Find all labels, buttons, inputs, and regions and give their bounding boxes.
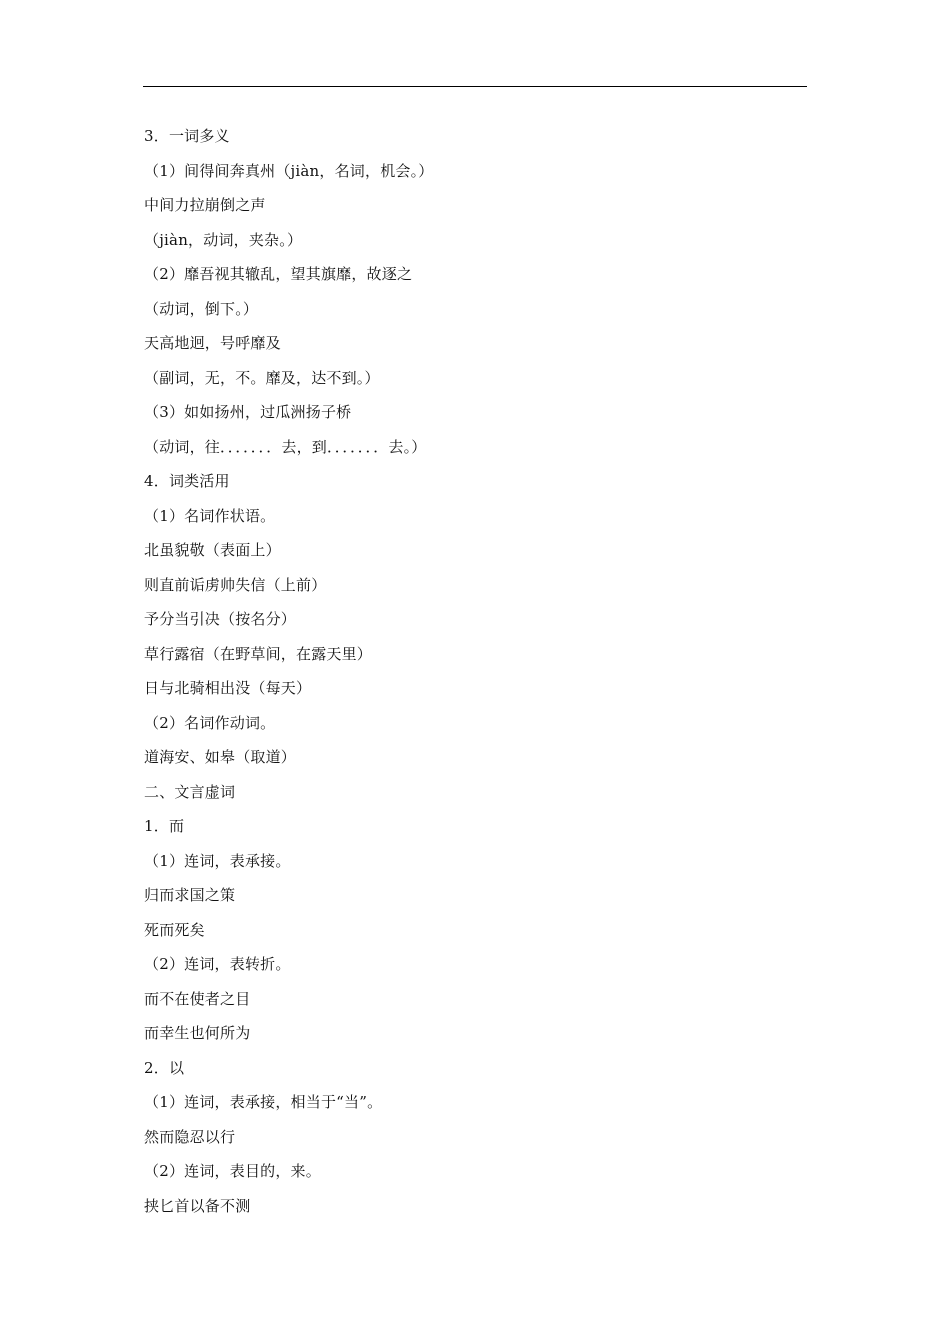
text-line: 道海安、如皋（取道） xyxy=(144,748,297,766)
text-line: 北虽貌敬（表面上） xyxy=(144,541,281,559)
text-line: （动词，倒下。） xyxy=(144,299,259,318)
text-line: （1）连词，表承接。 xyxy=(144,851,291,870)
text-line: （1）连词，表承接，相当于“当”。 xyxy=(144,1093,383,1111)
text-line: 而不在使者之目 xyxy=(144,989,251,1008)
text-line: 中间力拉崩倒之声 xyxy=(144,196,266,214)
text-line: 天高地迥，号呼靡及 xyxy=(144,334,281,352)
text-line: 挟匕首以备不测 xyxy=(144,1196,251,1215)
text-line: 日与北骑相出没（每天） xyxy=(144,679,312,697)
section-heading: 4．词类活用 xyxy=(144,472,230,490)
text-line: 然而隐忍以行 xyxy=(144,1127,236,1146)
text-line: （jiàn，动词，夹杂。） xyxy=(144,230,303,249)
section-heading: 2．以 xyxy=(144,1058,185,1077)
text-line: （动词，往．．．．．．．去，到．．．．．．．去。） xyxy=(144,437,427,456)
text-line: （1）间得间奔真州（jiàn，名词，机会。） xyxy=(144,161,434,180)
text-line: 死而死矣 xyxy=(144,920,205,939)
text-line: 则直前诟虏帅失信（上前） xyxy=(144,575,327,594)
header-rule xyxy=(143,86,807,87)
text-line: 3．一词多义 xyxy=(144,127,230,145)
text-line: （2）连词，表目的，来。 xyxy=(144,1162,321,1180)
section-heading: 二、文言虚词 xyxy=(144,782,236,801)
document-body xyxy=(144,126,804,1230)
text-line: （3）如如扬州，过瓜洲扬子桥 xyxy=(144,403,352,421)
text-line: 而幸生也何所为 xyxy=(144,1024,251,1042)
text-line: （2）名词作动词。 xyxy=(144,713,276,732)
text-line: （1）名词作状语。 xyxy=(144,506,276,525)
section-heading: 1．而 xyxy=(144,817,185,835)
text-line: 草行露宿（在野草间，在露天里） xyxy=(144,644,373,663)
text-line: 予分当引决（按名分） xyxy=(144,610,297,628)
text-line: （2）连词，表转折。 xyxy=(144,955,291,973)
text-line: （2）靡吾视其辙乱，望其旗靡，故逐之 xyxy=(144,265,413,283)
text-line: 归而求国之策 xyxy=(144,886,236,904)
text-line: （副词，无，不。靡及，达不到。） xyxy=(144,368,380,387)
